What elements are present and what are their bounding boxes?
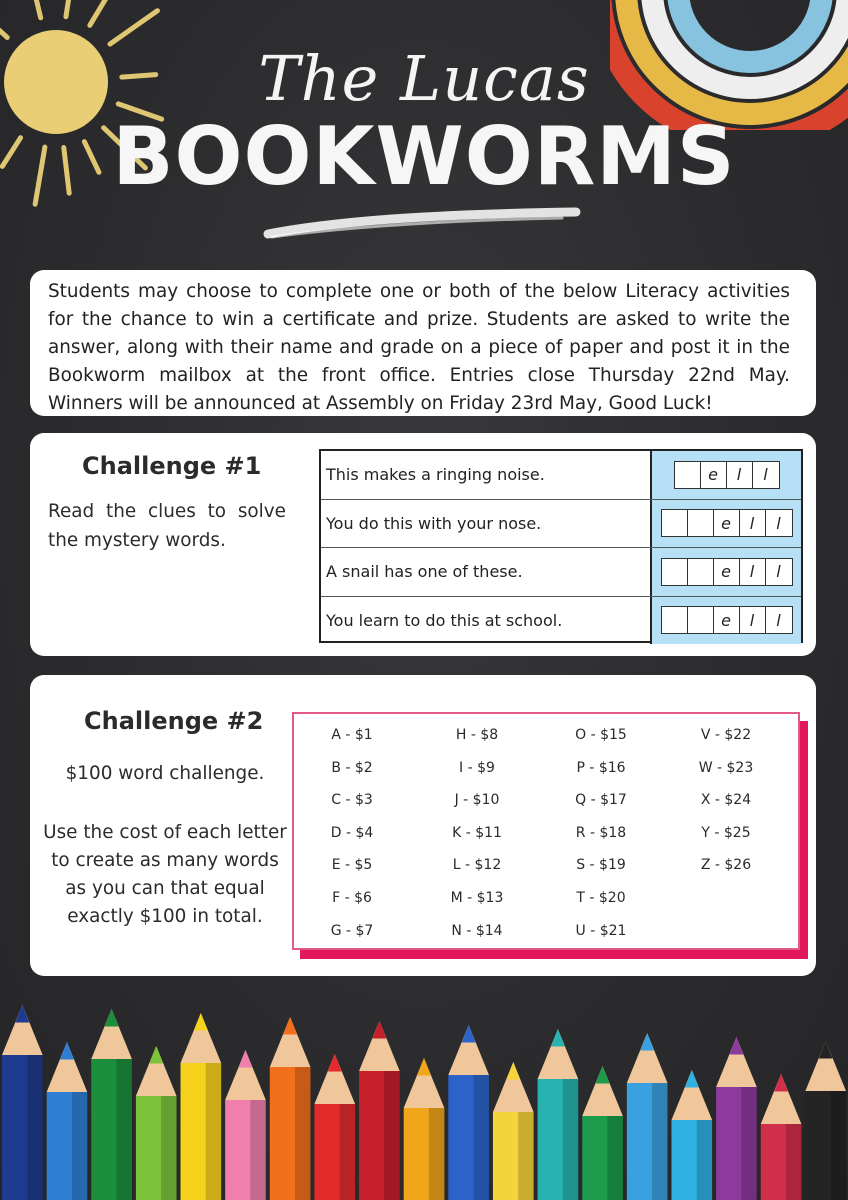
sun-ray xyxy=(110,11,157,44)
pencil xyxy=(47,1042,88,1200)
pencil xyxy=(91,1009,132,1200)
pencil xyxy=(627,1033,668,1200)
challenge-2-subtitle: $100 word challenge. xyxy=(65,763,265,784)
intro-panel xyxy=(30,270,816,416)
answer-cell xyxy=(652,451,801,499)
clue-row xyxy=(321,500,801,549)
letter-box: l xyxy=(776,610,781,630)
letter-boxes xyxy=(661,509,793,537)
letter-box[interactable] xyxy=(688,559,714,585)
letter-price: V - $22 xyxy=(700,727,752,743)
letter-price: Z - $26 xyxy=(700,857,752,874)
pencil xyxy=(136,1046,177,1200)
sun-ray xyxy=(90,0,114,25)
letter-price: Q - $17 xyxy=(575,792,627,809)
letter-boxes xyxy=(661,606,793,634)
letter-price: Y - $25 xyxy=(701,824,751,841)
pencil xyxy=(582,1066,623,1200)
letter-box: l xyxy=(740,607,766,633)
chalk-underline-icon xyxy=(262,206,582,242)
clue-table xyxy=(319,449,803,643)
letter-price: B - $2 xyxy=(331,759,373,776)
intro-text: Students may choose to complete one or both of the below Literacy activities for the chance to win a certificate and prize. Students are asked to write the answer, along with their name and grade on a piece of paper and post it in the Bookworm mailbox at the front office. Entries close Thursday 22nd May. Winners will be announced at Assembly on Friday 23rd May, Good Luck! xyxy=(48,281,790,414)
price-column xyxy=(666,726,786,889)
letter-price: U - $21 xyxy=(575,922,627,939)
letter-box: l xyxy=(740,559,766,585)
letter-price: F - $6 xyxy=(332,889,372,906)
challenge-2-title: Challenge #2 xyxy=(84,707,264,735)
sun-ray xyxy=(27,0,40,18)
pencil xyxy=(448,1025,489,1200)
letter-price: N - $14 xyxy=(451,922,503,939)
letter-price: S - $19 xyxy=(576,857,626,874)
price-column xyxy=(541,726,661,954)
letter-box[interactable] xyxy=(662,607,688,633)
header-script-title: The Lucas xyxy=(258,42,590,115)
letter-price: D - $4 xyxy=(330,824,374,841)
answer-cell xyxy=(652,548,801,596)
letter-price: I - $9 xyxy=(459,759,495,776)
letter-box[interactable] xyxy=(675,462,701,488)
letter-box: l xyxy=(740,510,766,536)
letter-price: R - $18 xyxy=(575,824,627,841)
clue-text: This makes a ringing noise. xyxy=(321,451,652,499)
challenge-1-description: Read the clues to solve the mystery words. xyxy=(48,501,286,551)
clue-text: A snail has one of these. xyxy=(321,548,652,596)
letter-price: J - $10 xyxy=(454,792,500,809)
price-column xyxy=(417,726,537,954)
letter-box[interactable] xyxy=(662,510,688,536)
clue-text: You learn to do this at school. xyxy=(321,597,652,645)
challenge-2-panel xyxy=(30,675,816,976)
colored-pencils-border xyxy=(0,975,848,1200)
letter-box[interactable] xyxy=(662,559,688,585)
clue-row xyxy=(321,451,801,500)
letter-box: l xyxy=(727,462,753,488)
clue-text: You do this with your nose. xyxy=(321,500,652,548)
answer-cell xyxy=(652,500,801,548)
answer-cell xyxy=(652,597,801,645)
letter-box[interactable] xyxy=(688,607,714,633)
letter-box: l xyxy=(776,513,781,533)
letter-price: A - $1 xyxy=(331,727,373,743)
letter-price: H - $8 xyxy=(455,727,499,743)
pencil xyxy=(2,1005,43,1200)
sun-ray xyxy=(66,0,71,17)
letter-box[interactable] xyxy=(688,510,714,536)
pencil xyxy=(270,1017,311,1200)
letter-price: W - $23 xyxy=(698,759,754,776)
pencil xyxy=(493,1062,534,1200)
challenge-2-description: Use the cost of each letter to create as many words as you can that equal exactly $100 in total. xyxy=(43,822,287,927)
pencil xyxy=(225,1050,266,1200)
letter-price: L - $12 xyxy=(452,857,502,874)
letter-box: l xyxy=(776,562,781,582)
challenge-1-panel xyxy=(30,433,816,656)
letter-price: G - $7 xyxy=(330,922,374,939)
letter-price: K - $11 xyxy=(452,824,502,841)
pencil xyxy=(671,1070,712,1200)
letter-box: l xyxy=(763,465,768,485)
clue-row xyxy=(321,597,801,645)
letter-price: M - $13 xyxy=(450,889,504,906)
letter-price: X - $24 xyxy=(700,792,752,809)
letter-boxes xyxy=(661,558,793,586)
letter-box: e xyxy=(714,510,740,536)
letter-price: P - $16 xyxy=(576,759,626,776)
price-column xyxy=(292,726,412,954)
letter-price: O - $15 xyxy=(575,727,627,743)
sun-ray xyxy=(0,6,7,37)
pencil xyxy=(404,1058,445,1200)
pencil xyxy=(761,1074,802,1200)
pencil xyxy=(716,1037,757,1200)
letter-price: T - $20 xyxy=(576,889,626,906)
letter-box: e xyxy=(714,559,740,585)
letter-price-grid xyxy=(292,712,800,950)
clue-row xyxy=(321,548,801,597)
pencil xyxy=(181,1013,222,1200)
pencil xyxy=(805,1041,846,1200)
letter-boxes xyxy=(674,461,780,489)
letter-price: E - $5 xyxy=(331,857,373,874)
header-main-title: BOOKWORMS xyxy=(112,110,736,203)
pencil xyxy=(314,1054,355,1200)
challenge-1-title: Challenge #1 xyxy=(82,452,262,480)
pencil xyxy=(538,1029,579,1200)
letter-price: C - $3 xyxy=(331,792,373,809)
pencil xyxy=(359,1021,400,1200)
letter-box: e xyxy=(701,462,727,488)
letter-box: e xyxy=(714,607,740,633)
